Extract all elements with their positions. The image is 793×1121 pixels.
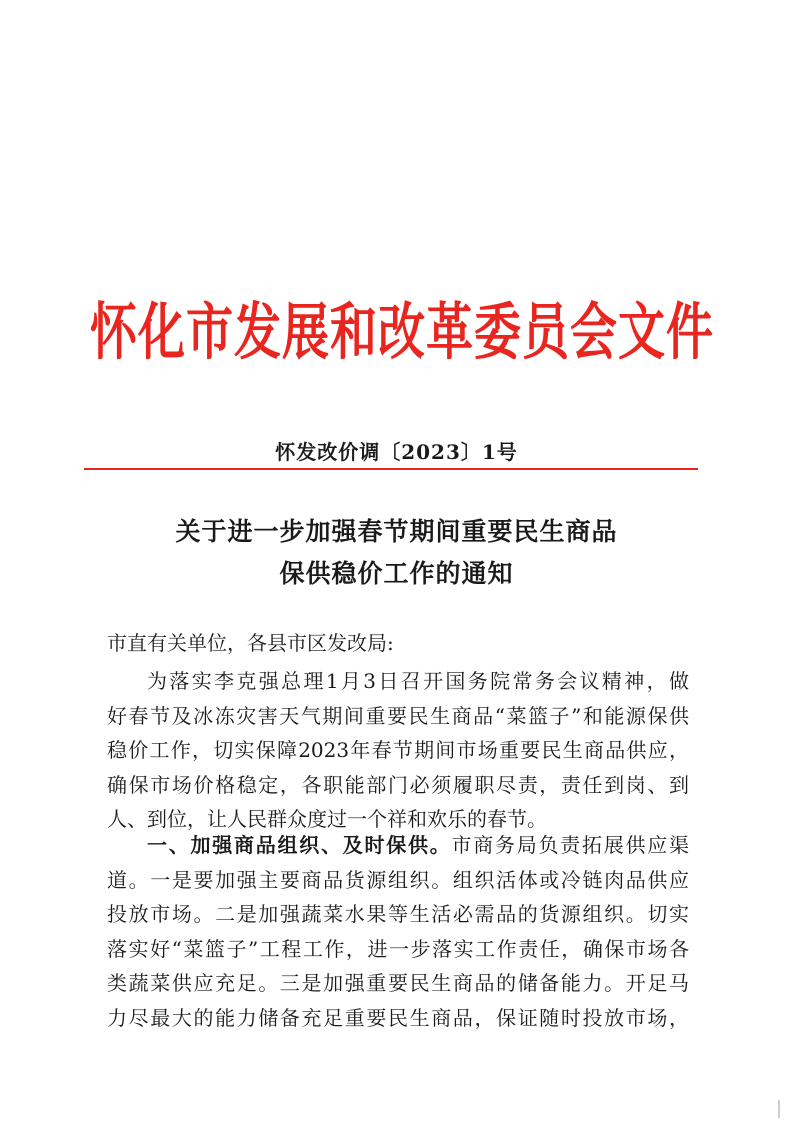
paragraph-1 bbox=[107, 664, 689, 837]
notice-title-line-2: 保供稳价工作的通知 bbox=[279, 559, 514, 588]
issuer-masthead: 怀化市发展和改革委员会文件 bbox=[90, 297, 714, 369]
paragraph-2-line: 落实好“菜篮子”工程工作，进一步落实工作责任，确保市场各 bbox=[107, 936, 689, 961]
paragraph-2-line: 道。一是要加强主要商品货源组织。组织活体或冷链肉品供应 bbox=[107, 867, 689, 892]
paragraph-2-first-line bbox=[107, 828, 689, 863]
paragraph-1-line: 好春节及冰冻灾害天气期间重要民生商品“菜篮子”和能源保供 bbox=[107, 703, 689, 728]
salutation: 市直有关单位，各县市区发改局: bbox=[107, 631, 394, 655]
red-divider-line bbox=[84, 468, 698, 470]
paragraph-2-line: 投放市场。二是加强蔬菜水果等生活必需品的货源组织。切实 bbox=[107, 902, 689, 926]
notice-title-line-1: 关于进一步加强春节期间重要民生商品 bbox=[175, 517, 618, 546]
paragraph-1-line: 人、到位，让人民群众度过一个祥和欢乐的春节。 bbox=[107, 807, 547, 831]
paragraph-2-line-text: 市商务局负责拓展供应渠 bbox=[451, 833, 689, 857]
paragraph-1-line: 确保市场价格稳定，各职能部门必须履职尽责，责任到岗、到 bbox=[107, 772, 689, 797]
notice-title bbox=[0, 511, 793, 595]
paragraph-1-line: 为落实李克强总理1月3日召开国务院常务会议精神，做 bbox=[147, 669, 689, 693]
paragraph-2-line: 力尽最大的能力储备充足重要民生商品，保证随时投放市场， bbox=[107, 1005, 689, 1030]
paragraph-1-line: 稳价工作，切实保障2023年春节期间市场重要民生商品供应， bbox=[107, 738, 689, 762]
paragraph-2-line: 类蔬菜供应充足。三是加强重要民生商品的储备能力。开足马 bbox=[107, 971, 689, 995]
section-1-heading: 一、加强商品组织、及时保供。 bbox=[147, 833, 452, 857]
paragraph-2 bbox=[107, 828, 689, 1035]
scan-edge-mark bbox=[778, 1100, 780, 1118]
document-number: 怀发改价调〔2023〕1号 bbox=[275, 440, 518, 464]
